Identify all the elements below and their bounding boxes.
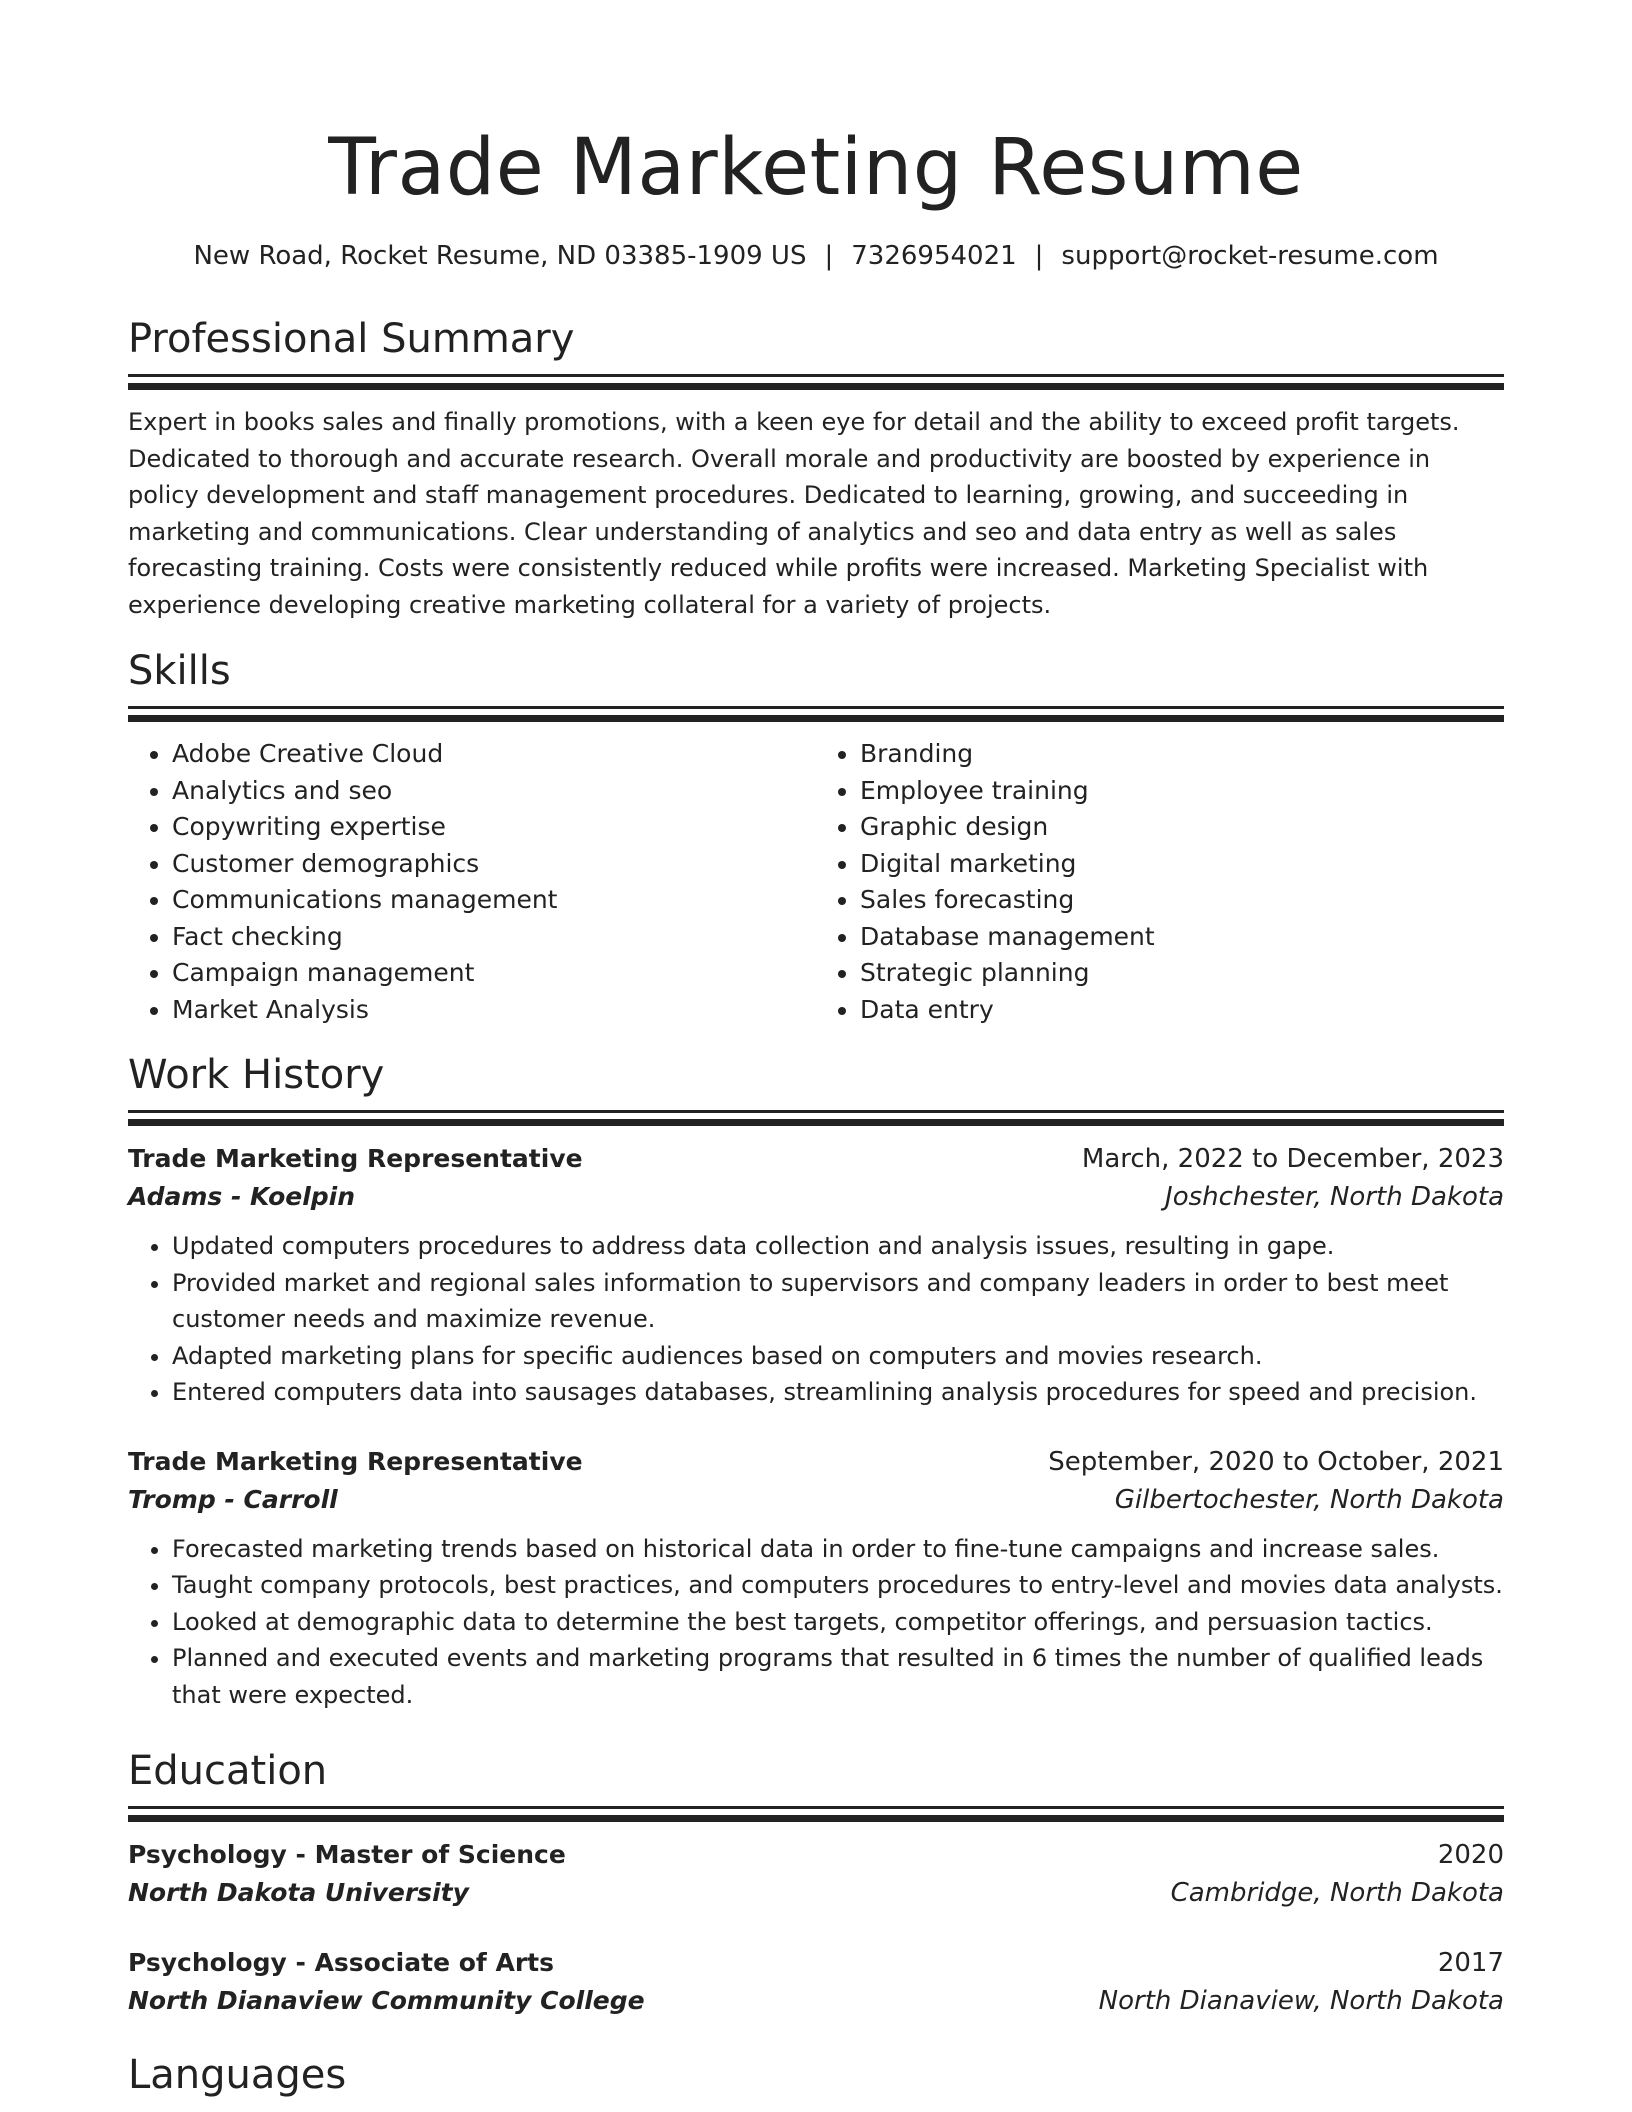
- education-entry: [128, 1836, 1504, 1912]
- skills-list-left: [128, 736, 816, 1028]
- job-dates: March, 2022 to December, 2023: [1081, 1144, 1504, 1174]
- skill-item: • Digital marketing: [860, 846, 1504, 883]
- job-company: Adams - Koelpin: [128, 1182, 356, 1211]
- contact-line: [128, 238, 1504, 274]
- job-company-row: [128, 1178, 1504, 1216]
- education-school: North Dakota University: [128, 1878, 469, 1907]
- languages-section: [128, 2050, 1504, 2100]
- education-header-row: [128, 1836, 1504, 1874]
- section-heading-summary: Professional Summary: [128, 316, 575, 362]
- section-divider: [128, 374, 1504, 377]
- job-bullet: • Adapted marketing plans for specific audiences based on computers and movies research.: [172, 1338, 1504, 1375]
- skill-item: • Strategic planning: [860, 955, 1504, 992]
- skill-item: • Data entry: [860, 992, 1504, 1029]
- job-bullet: • Updated computers procedures to address data collection and analysis issues, resulting in gape.: [172, 1228, 1504, 1265]
- skill-item: • Copywriting expertise: [172, 809, 816, 846]
- section-divider: [128, 1110, 1504, 1113]
- section-divider: [128, 706, 1504, 709]
- job-dates: September, 2020 to October, 2021: [1048, 1446, 1504, 1477]
- skill-item: • Employee training: [860, 773, 1504, 810]
- education-degree: Psychology - Master of Science: [128, 1840, 566, 1869]
- skills-columns: [128, 736, 1504, 1028]
- contact-email: support@rocket-resume.com: [1061, 241, 1439, 271]
- section-heading-languages: Languages: [128, 2052, 347, 2098]
- job-bullet: • Taught company protocols, best practices, and computers procedures to entry-level and movies data analysts.: [172, 1567, 1504, 1604]
- education-year: 2020: [1437, 1840, 1504, 1870]
- section-divider: [128, 1806, 1504, 1809]
- job-bullet: • Forecasted marketing trends based on historical data in order to fine-tune campaigns and increase sales.: [172, 1531, 1504, 1568]
- job-bullet: • Provided market and regional sales information to supervisors and company leaders in order to best meet customer needs and maximize revenue.: [172, 1265, 1504, 1338]
- education-section: [128, 1746, 1504, 2020]
- job-location: Gilbertochester, North Dakota: [1114, 1484, 1504, 1515]
- skill-item: • Communications management: [172, 882, 816, 919]
- skills-list-right: [816, 736, 1504, 1028]
- job-entry: [128, 1443, 1504, 1714]
- section-heading-skills: Skills: [128, 648, 231, 694]
- skill-item: • Adobe Creative Cloud: [172, 736, 816, 773]
- job-bullet: • Entered computers data into sausages databases, streamlining analysis procedures for speed and precision.: [172, 1374, 1504, 1411]
- skill-item: • Graphic design: [860, 809, 1504, 846]
- skills-section: [128, 646, 1504, 1028]
- section-divider-thick: [128, 1119, 1504, 1126]
- skill-item: • Database management: [860, 919, 1504, 956]
- contact-address: New Road, Rocket Resume, ND 03385-1909 US: [193, 241, 807, 271]
- education-degree: Psychology - Associate of Arts: [128, 1948, 554, 1977]
- skill-item: • Analytics and seo: [172, 773, 816, 810]
- section-heading-education: Education: [128, 1748, 328, 1794]
- job-header-row: [128, 1443, 1504, 1481]
- job-header-row: [128, 1140, 1504, 1178]
- job-entry: [128, 1140, 1504, 1411]
- job-bullets: [128, 1531, 1504, 1714]
- education-school-row: [128, 1982, 1504, 2020]
- job-title: Trade Marketing Representative: [128, 1446, 583, 1476]
- section-divider-thick: [128, 715, 1504, 722]
- education-location: North Dianaview, North Dakota: [1098, 1986, 1504, 2016]
- education-entry: [128, 1944, 1504, 2020]
- section-divider-thick: [128, 383, 1504, 390]
- skill-item: • Market Analysis: [172, 992, 816, 1029]
- job-title: Trade Marketing Representative: [128, 1144, 583, 1173]
- job-bullet: • Looked at demographic data to determine the best targets, competitor offerings, and persuasion tactics.: [172, 1604, 1504, 1641]
- education-year: 2017: [1437, 1948, 1504, 1978]
- section-divider-thick: [128, 1815, 1504, 1822]
- summary-section: [128, 314, 1504, 623]
- skill-item: • Sales forecasting: [860, 882, 1504, 919]
- skill-item: • Customer demographics: [172, 846, 816, 883]
- job-bullets: [128, 1228, 1504, 1411]
- job-company: Tromp - Carroll: [128, 1484, 338, 1514]
- education-school-row: [128, 1874, 1504, 1912]
- education-school: North Dianaview Community College: [128, 1986, 645, 2015]
- work-history-section: [128, 1050, 1504, 1713]
- contact-separator: |: [824, 241, 834, 271]
- skill-item: • Fact checking: [172, 919, 816, 956]
- contact-phone: 7326954021: [851, 241, 1017, 271]
- education-header-row: [128, 1944, 1504, 1982]
- job-bullet: • Planned and executed events and marketing programs that resulted in 6 times the number of qualified leads that were expected.: [172, 1640, 1504, 1713]
- job-location: Joshchester, North Dakota: [1165, 1182, 1504, 1212]
- summary-text: Expert in books sales and finally promotions, with a keen eye for detail and the ability to exceed profit targets. Dedicated to thorough and accurate research. Overall morale and productivity are boosted by experience in policy development and staff management procedures. Dedicated to learning, growing, and succeeding in marketing and communications. Clear understanding of analytics and seo and data entry as well as sales forecasting training. Costs were consistently reduced while profits were increased. Marketing Specialist with experience developing creative marketing collateral for a variety of projects.: [128, 408, 1460, 619]
- contact-separator: |: [1034, 241, 1044, 271]
- education-location: Cambridge, North Dakota: [1170, 1878, 1504, 1908]
- skill-item: • Branding: [860, 736, 1504, 773]
- skill-item: • Campaign management: [172, 955, 816, 992]
- section-heading-work: Work History: [128, 1052, 385, 1098]
- job-company-row: [128, 1481, 1504, 1519]
- resume-title: Trade Marketing Resume: [328, 123, 1304, 213]
